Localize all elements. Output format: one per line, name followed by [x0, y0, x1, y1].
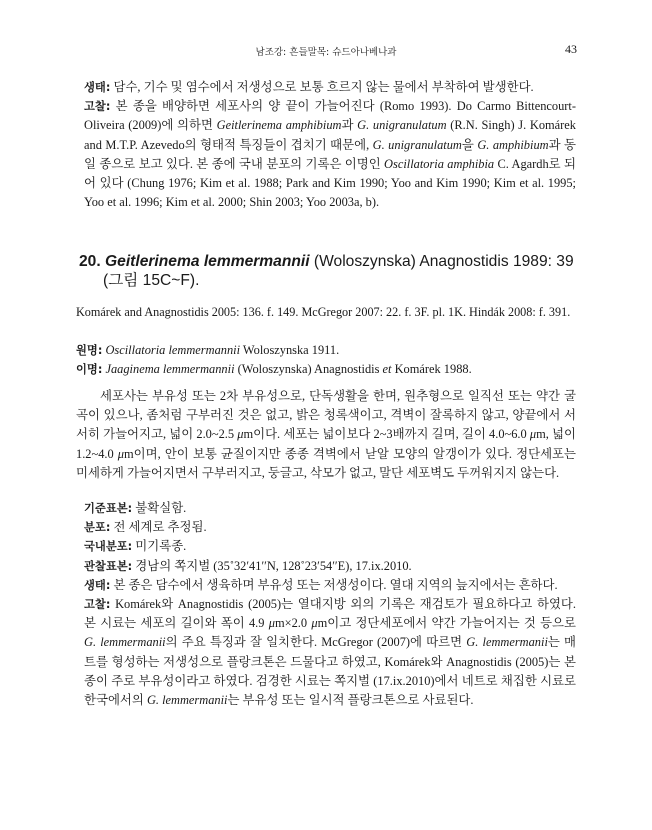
text-run: G. unigranulatum [357, 118, 447, 133]
korean-distribution-line: 국내분포: 미기록종. [84, 539, 187, 554]
text-run: μ [117, 446, 125, 461]
basionym-author: Woloszynska 1911. [240, 343, 340, 357]
synonyms [76, 341, 576, 379]
distribution-line: 분포: 전 세계로 추정됨. [84, 520, 207, 535]
final-remark-label: 고찰 [84, 598, 106, 612]
text-run: m이며, 안이 보통 균질이지만 종종 격벽에서 낟알 모양의 알갱이가 있다. 정단세포는 미세하게 가늘어지면서 구부러지고, 둥글고, 삭모가 없고, 말단 세포벽도 두꺼워지지 않는다. [76, 446, 576, 480]
korean-distribution-text: 미기록종. [135, 539, 187, 554]
text-run: 의 주요 특징과 잘 일치한다. McGregor (2007)에 따르면 [165, 635, 467, 650]
text-run: G. lemmermanii [466, 635, 548, 650]
text-run: 는 부유성 또는 일시적 플랑크톤으로 사료된다. [227, 693, 474, 708]
distribution-label: 분포 [84, 521, 106, 535]
basionym-name: Oscillatoria lemmermannii [105, 343, 241, 357]
synonym-author-b: Komárek 1988. [391, 362, 472, 377]
species-number: 20. [79, 253, 101, 270]
species-description [76, 387, 576, 483]
text-run: G. lemmermanii [84, 635, 166, 650]
synonym-line: 이명: Jaaginema lemmermannii (Woloszynska) Anagnostidis et Komárek 1988. [76, 362, 472, 377]
text-run: 세포사는 부유성 또는 2차 부유성으로, 단독생활을 한며, 원추형으로 일직선 또는 약간 굴곡이 있으나, 좀처럼 구부러진 것은 없고, 밝은 청록색이고, 격벽이 잘록하지 않고, 양끝에서 서서히 가늘어지고, 넓이 2.0~2.5 [76, 389, 576, 442]
species-details [76, 499, 576, 710]
text-run: (R.N. Singh) J. Komárek and M.T.P. Azevedo의 형태적 특징들이 겹치기 때문에, [84, 118, 576, 152]
text-run: Geitlerinema amphibium [216, 118, 342, 133]
text-run: 과 동일 종으로 보고 있다. 본 종에 국내 분포의 기록은 이명인 [84, 137, 577, 171]
ecology-text-2: 본 종은 담수에서 생육하며 부유성 또는 저생성이다. 열대 지역의 늪지에서는 흔하다. [113, 577, 558, 592]
text-run: 과 [341, 118, 358, 133]
synonym-et: et [382, 362, 392, 377]
text-run: C. Agardh로 되어 있다 (Chung 1976; Kim et al. 1988; Park and Kim 1990; Yoo and Kim 1990; Kim et al. 1995; Yoo et al. 1996; Kim et al. 2000; Shin 2003; Yoo 2003a, b). [84, 156, 576, 210]
korean-distribution-label: 국내분포 [84, 540, 128, 554]
text-run: 본 종을 배양하면 세포사의 양 끝이 가늘어진다 (Romo 1993). Do Carmo Bittencourt-Oliveira (2009)에 의하면 [84, 99, 576, 133]
text-run: μ [311, 616, 318, 631]
species-authority: (Woloszynska) Anagnostidis 1989: 39 [309, 253, 574, 270]
text-run: μ [237, 427, 244, 442]
type-specimen-label: 기준표본 [84, 502, 128, 515]
text-run: Komárek와 Anagnostidis (2005)는 열대지방 외의 기록은 재검토가 필요하다고 하였다. 본 시료는 세포의 길이와 폭이 4.9 [84, 597, 576, 631]
figure-reference: (그림 15C~F). [103, 272, 200, 289]
synonym-author-a: (Woloszynska) Anagnostidis [234, 362, 383, 377]
species-heading [79, 252, 579, 290]
type-specimen-text: 불확실함. [135, 501, 187, 515]
species-binomial: Geitlerinema lemmermannii [105, 253, 310, 270]
synonym-name: Jaaginema lemmermannii [105, 362, 235, 377]
text-run: G. lemmermanii [146, 693, 228, 708]
text-run: G. unigranulatum [372, 137, 462, 152]
text-run: Oscillatoria amphibia [384, 156, 495, 171]
remark-text [84, 99, 576, 209]
basionym-label: 원명 [76, 344, 98, 357]
literature-references: Komárek and Anagnostidis 2005: 136. f. 149. McGregor 2007: 22. f. 3F. pl. 1K. Hindák 2008: f. 391. [76, 305, 571, 319]
text-run: μ [529, 427, 537, 442]
observed-specimen-line: 관찰표본: 경남의 쪽지벌 (35˚32′41′′N, 128˚23′54′′E), 17.ix.2010. [84, 558, 412, 573]
text-run: m이고 정단세포에서 약간 가늘어지는 것 등으로 [317, 616, 576, 631]
final-remark-text [84, 597, 576, 707]
ecology-label: 생태 [84, 81, 106, 94]
text-run: m, 넓이 1.2~4.0 [76, 427, 576, 461]
text-run: G. amphibium [477, 137, 549, 152]
basionym-line: 원명: Oscillatoria lemmermannii Woloszynska 1911. [76, 343, 340, 357]
text-run: 는 매트를 형성하는 저생성으로 플랑크톤은 드물다고 하였고, Komárek와 Anagnostidis (2005)는 본 종이 주로 부유성이라고 하였다. 검경한 시료는 쪽지벌 (17.ix.2010)에서 네트로 채집한 시료로 한국에서의 [84, 635, 577, 708]
final-remark-paragraph: 고찰: Komárek와 Anagnostidis (2005)는 열대지방 외의 기록은 재검토가 필요하다고 하였다. 본 시료는 세포의 길이와 폭이 4.9 μm×2.0 μm이고 정단세포에서 약간 가늘어지는 것 등으로 G. lemmermanii의 주요 특징과 잘 일치한다. McGregor (2007)에 따르면 G. lemmermanii는 매트를 형성하는 저생성으로 플랑크톤은 드물다고 하였고, Komárek와 Anagnostidis (2005)는 본 종이 주로 부유성이라고 하였다. 검경한 시료는 쪽지벌 (17.ix.2010)에서 네트로 채집한 시료로 한국에서의 G. lemmermanii는 부유성 또는 일시적 플랑크톤으로 사료된다. [84, 597, 577, 708]
previous-entry [76, 78, 576, 212]
distribution-text: 전 세계로 추정됨. [113, 520, 207, 535]
remark-paragraph: 고찰: 본 종을 배양하면 세포사의 양 끝이 가늘어진다 (Romo 1993). Do Carmo Bittencourt-Oliveira (2009)에 의하면 Geitlerinema amphibium과 G. unigranulatum (R.N. Singh) J. Komárek and M.T.P. Azevedo의 형태적 특징들이 겹치기 때문에, G. unigranulatum을 G. amphibium과 동일 종으로 보고 있다. 본 종에 국내 분포의 기록은 이명인 Oscillatoria amphibia C. Agardh로 되어 있다 (Chung 1976; Kim et al. 1988; Park and Kim 1990; Yoo and Kim 1990; Kim et al. 1995; Yoo et al. 1996; Kim et al. 2000; Shin 2003; Yoo 2003a, b). [84, 99, 577, 210]
ecology-line: 생태: 본 종은 담수에서 생육하며 부유성 또는 저생성이다. 열대 지역의 늪지에서는 흔하다. [84, 577, 558, 592]
running-title: 남조강: 흔들말목: 슈드아나베나과 [255, 47, 397, 58]
ecology-paragraph: 생태: 담수, 기수 및 염수에서 저생성으로 보통 흐르지 않는 물에서 부착하여 발생한다. [84, 80, 534, 94]
page-number: 43 [565, 42, 577, 56]
type-specimen-line: 기준표본: 불확실함. [84, 501, 187, 515]
text-run: μ [268, 616, 275, 631]
synonym-label: 이명 [76, 363, 98, 377]
observed-specimen-text: 경남의 쪽지벌 (35˚32′41′′N, 128˚23′54′′E), 17.ix.2010. [135, 558, 412, 573]
text-run: m×2.0 [274, 616, 312, 631]
ecology-text: 담수, 기수 및 염수에서 저생성으로 보통 흐르지 않는 물에서 부착하여 발생한다. [113, 80, 534, 94]
ecology-label-2: 생태 [84, 578, 106, 592]
remark-label: 고찰 [84, 100, 106, 114]
text-run: m이다. 세포는 넓이보다 2~3배까지 길며, 길이 4.0~6.0 [243, 427, 530, 442]
text-run: 을 [461, 137, 478, 152]
observed-specimen-label: 관찰표본 [84, 559, 128, 573]
running-header [0, 42, 652, 58]
